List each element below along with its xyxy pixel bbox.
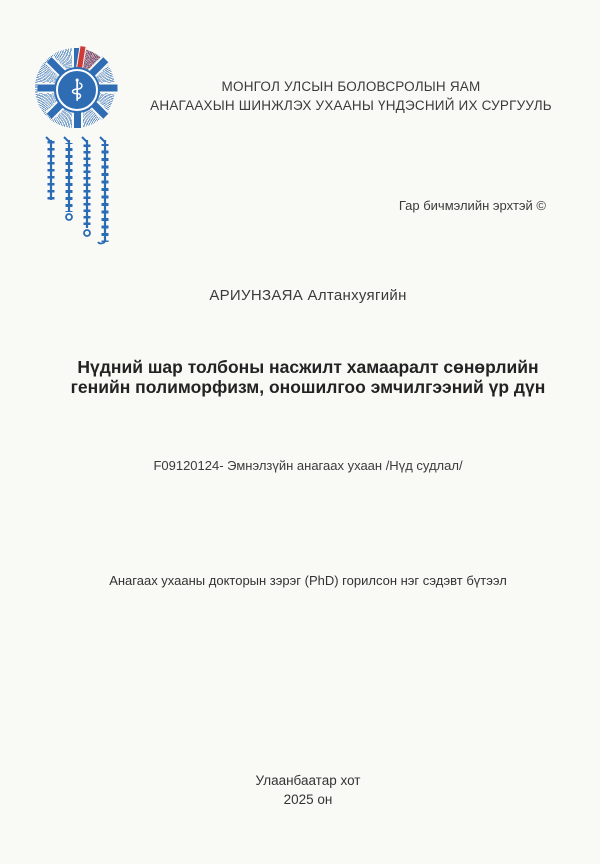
- year-line: 2025 он: [283, 792, 333, 807]
- page-header: [120, 78, 582, 115]
- mongolian-script: [42, 136, 116, 250]
- degree-note: Анагаах ухааны докторын зэрэг (PhD) горилсон нэг сэдэвт бүтээл: [109, 573, 507, 588]
- thesis-title-line2: генийн полиморфизм, оношилгоо эмчилгээний үр дүн: [70, 376, 546, 397]
- specialty-code: F09120124- Эмнэлзүйн анагаах ухаан /Нүд судлал/: [153, 458, 463, 473]
- asclepius-staff-icon: [66, 77, 88, 103]
- manuscript-rights-note: Гар бичмэлийн эрхтэй ©: [398, 198, 546, 213]
- university-emblem: [35, 48, 115, 128]
- city-line: Улаанбаатар хот: [255, 773, 361, 788]
- thesis-title: [0, 358, 600, 397]
- university-line: АНАГААХЫН ШИНЖЛЭХ УХААНЫ ҮНДЭСНИЙ ИХ СУРГУУЛЬ: [150, 97, 552, 113]
- page-footer: [0, 771, 600, 809]
- emblem-center-disc: [56, 69, 98, 111]
- thesis-title-line1: Нүдний шар толбоны насжилт хамааралт сөнөрлийн: [77, 357, 539, 377]
- author-name: АРИУНЗАЯА Алтанхуягийн: [209, 287, 407, 304]
- ministry-line: МОНГОЛ УЛСЫН БОЛОВСРОЛЫН ЯАМ: [221, 79, 481, 94]
